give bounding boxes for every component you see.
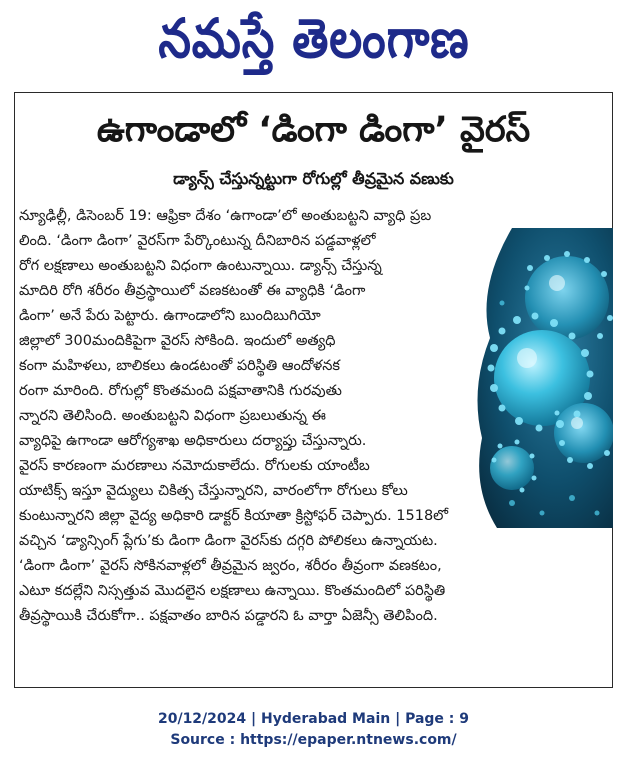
article-text-line: న్యూఢిల్లీ, డిసెంబర్ 19: ఆఫ్రికా దేశం ‘ఉగాండా’లో అంతుబట్టని వ్యాధి ప్రబ	[19, 208, 432, 224]
article-text-line: కంగా మహిళలు, బాలికలు ఉండటంతో పరిస్థితి ఆందోళనక	[19, 358, 340, 374]
article-headline: ఉగాండాలో ‘డింగా డింగా’ వైరస్	[96, 110, 531, 150]
article-text-line: వైరస్ కారణంగా మరణాలు నమోదుకాలేదు. రోగులకు యాంటీబ	[19, 458, 370, 474]
newspaper-title: నమస్తే తెలంగాణ	[157, 7, 470, 70]
article-text-line: రోగ లక్షణాలు అంతుబట్టని విధంగా ఉంటున్నాయి. డ్యాన్స్ చేస్తున్న	[19, 258, 382, 274]
article-body	[19, 205, 609, 675]
article-text-line: డింగా’ అనే పేరు పెట్టారు. ఉగాండాలోని బుందిబుగియో	[19, 308, 321, 324]
article-text-line: జిల్లాలో 300మందికిపైగా వైరస్ సోకింది. ఇందులో అత్యధి	[19, 333, 336, 349]
masthead	[0, 0, 627, 80]
article-text-line: మాదిరి రోగి శరీరం తీవ్రస్థాయిలో వణకటంతో ఈ వ్యాధికి ‘డింగా	[19, 283, 366, 299]
article-text-line: వచ్చిన ‘డ్యాన్సింగ్ ప్లేగు’కు డింగా డింగా వైరస్‌కు దగ్గరి పోలికలు ఉన్నాయట.	[19, 533, 438, 549]
publication-dateline: 20/12/2024 | Hyderabad Main | Page : 9	[157, 711, 470, 727]
article-subheadline: డ్యాన్స్ చేస్తున్నట్టుగా రోగుల్లో తీవ్రమైన వణుకు	[173, 169, 454, 188]
article-text-line: ఎటూ కదల్లేని నిస్సత్తువ మొదలైన లక్షణాలు ఉన్నాయి. కొంతమందిలో పరిస్థితి	[19, 583, 446, 599]
article-text-line: రంగా మారింది. రోగుల్లో కొంతమంది పక్షవాతానికి గురవుతు	[19, 383, 342, 399]
article-text-line: వ్యాధిపై ఉగాండా ఆరోగ్యశాఖ అధికారులు దర్యాప్తు చేస్తున్నారు.	[19, 433, 367, 449]
article-text-line: లింది. ‘డింగా డింగా’ వైరస్‌గా పేర్కొంటున్న దీనిబారిన పడ్డవాళ్లలో	[19, 233, 376, 249]
article-text-line: న్నారని తెలిసింది. అంతుబట్టని విధంగా ప్రబలుతున్న ఈ	[19, 408, 326, 424]
article-text-line: కుంటున్నారని జిల్లా వైద్య అధికారి డాక్టర్ కియాతా క్రిస్టోఫర్ చెప్పారు. 1518లో	[19, 508, 449, 524]
article-text-line: ‘డింగా డింగా’ వైరస్ సోకినవాళ్లలో తీవ్రమైన జ్వరం, శరీరం తీవ్రంగా వణకటం,	[19, 558, 442, 574]
article-text-line: తీవ్రస్థాయికి చేరుకోగా.. పక్షవాతం బారిన పడ్డారని ఓ వార్తా ఏజెన్సీ తెలిపింది.	[19, 608, 438, 624]
article-text-line: యాటిక్స్ ఇస్తూ వైద్యులు చికిత్స చేస్తున్నారని, వారంలోగా రోగులు కోలు	[19, 483, 408, 499]
source-link[interactable]: Source : https://epaper.ntnews.com/	[170, 732, 457, 748]
